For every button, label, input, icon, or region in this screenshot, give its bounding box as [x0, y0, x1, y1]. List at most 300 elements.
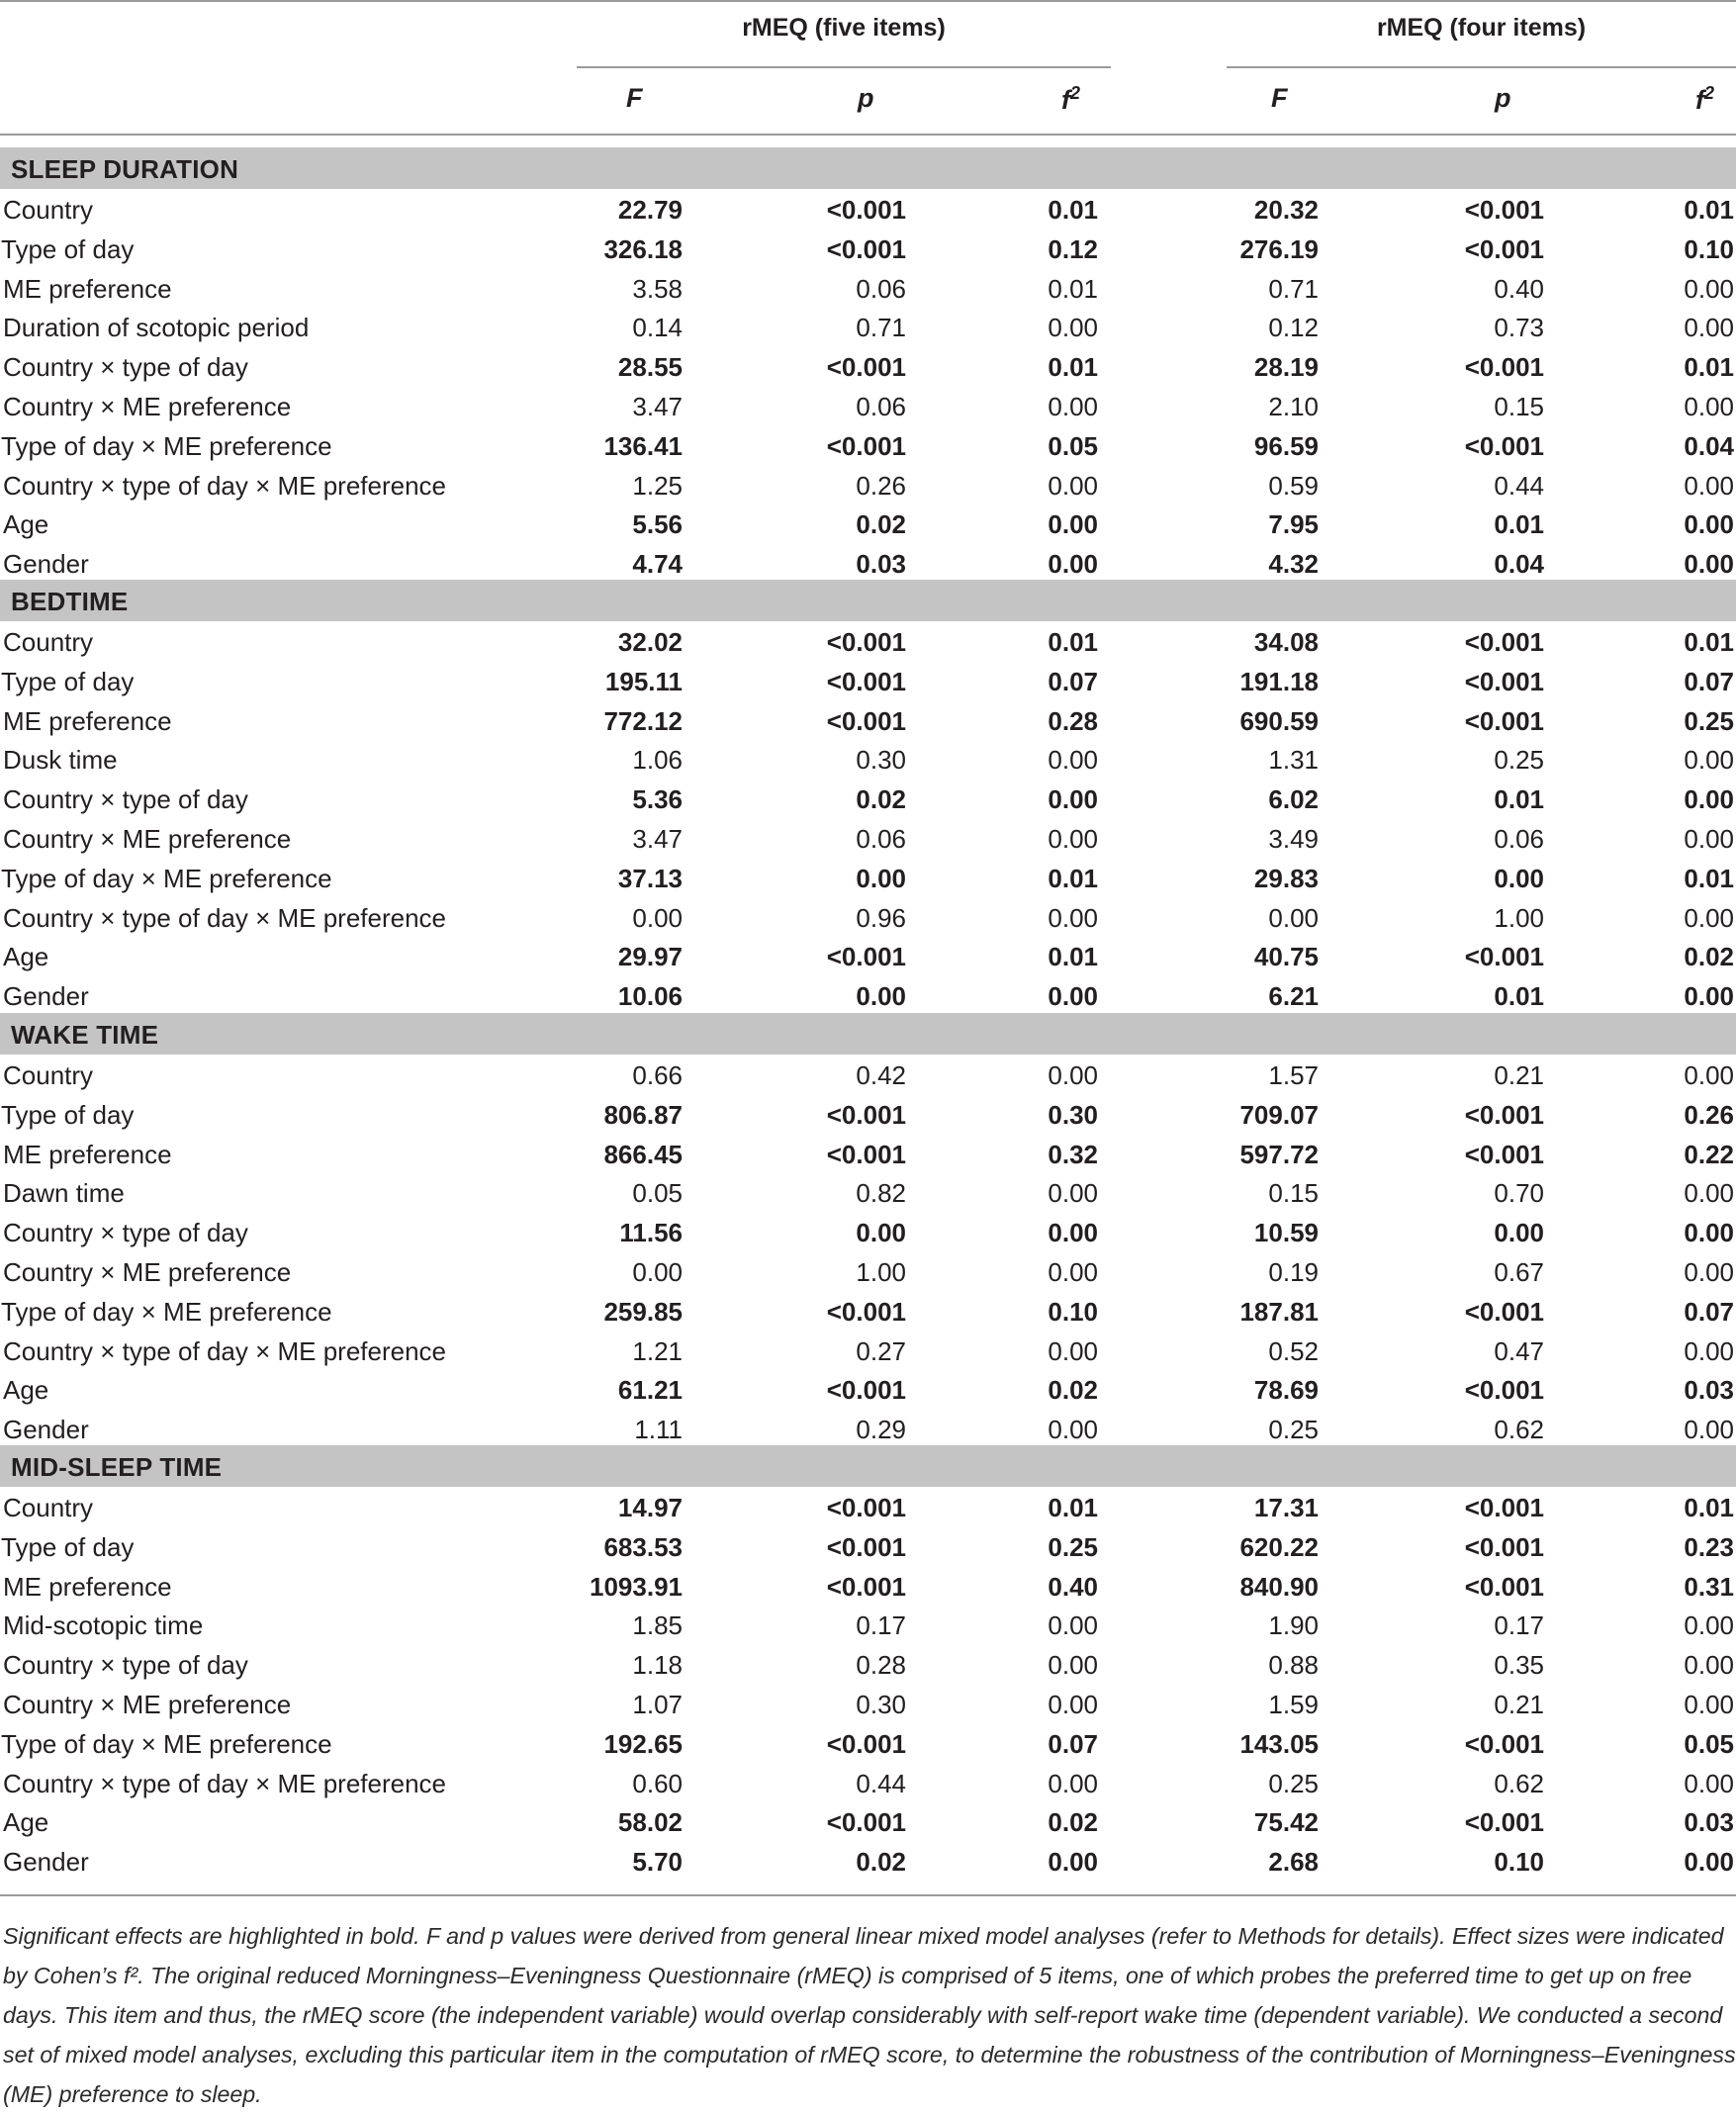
row-label: ME preference: [3, 1571, 172, 1602]
table-cell: <0.001: [1464, 942, 1544, 972]
table-cell: 276.19: [1239, 233, 1319, 264]
table-cell: 597.72: [1239, 1139, 1319, 1169]
table-cell: 0.00: [1048, 1415, 1098, 1445]
row-label: Country × type of day × ME preference: [3, 902, 447, 933]
row-label: Country × ME preference: [3, 392, 292, 421]
row-label: ME preference: [3, 273, 172, 304]
table-cell: 0.27: [856, 1335, 906, 1366]
table-cell: 0.62: [1494, 1415, 1544, 1445]
table-cell: 187.81: [1239, 1296, 1319, 1327]
table-cell: 1.18: [632, 1650, 683, 1681]
table-cell: 6.21: [1268, 981, 1319, 1012]
table-cell: 0.01: [1048, 352, 1098, 383]
table-cell: 0.21: [1494, 1690, 1544, 1719]
table-cell: 0.00: [1048, 313, 1098, 343]
table-cell: 0.01: [1048, 273, 1098, 304]
table-cell: <0.001: [826, 430, 906, 461]
table-cell: 0.44: [856, 1768, 906, 1798]
row-label: ME preference: [3, 705, 172, 736]
table-row: [0, 1134, 1736, 1173]
table-cell: 0.00: [1048, 1610, 1098, 1641]
table-cell: 0.00: [1684, 1847, 1734, 1878]
table-cell: 0.05: [632, 1178, 683, 1209]
table-cell: 0.07: [1684, 1296, 1734, 1327]
bottom-rule: [0, 1894, 1736, 1896]
column-header-f2-five: [1061, 83, 1080, 116]
table-cell: 0.15: [1268, 1178, 1319, 1209]
row-label: Gender: [3, 981, 89, 1012]
table-cell: 0.01: [1494, 784, 1544, 815]
table-cell: 0.62: [1494, 1768, 1544, 1798]
table-cell: <0.001: [826, 1531, 906, 1562]
table-row: [0, 1566, 1736, 1606]
table-row: [0, 1094, 1736, 1134]
table-row: [0, 621, 1736, 661]
table-cell: <0.001: [1464, 705, 1544, 736]
table-cell: 0.25: [1494, 745, 1544, 776]
table-cell: 0.06: [856, 392, 906, 421]
row-label: Type of day × ME preference: [1, 863, 332, 893]
table-cell: <0.001: [1464, 195, 1544, 225]
row-label: Country × type of day: [3, 1650, 248, 1681]
table-cell: 806.87: [603, 1099, 683, 1130]
table-cell: 0.40: [1048, 1571, 1098, 1602]
table-cell: 0.00: [856, 981, 906, 1012]
table-cell: 96.59: [1253, 430, 1319, 461]
table-cell: 10.59: [1253, 1218, 1319, 1248]
group-rule-five-items: [577, 66, 1111, 68]
table-cell: 0.00: [1684, 1610, 1734, 1641]
table-cell: 0.01: [1048, 863, 1098, 893]
table-cell: 1.00: [1494, 902, 1544, 933]
table-cell: 0.00: [632, 902, 683, 933]
row-label: Dusk time: [3, 745, 118, 776]
table-row: [0, 779, 1736, 818]
table-cell: 0.15: [1494, 392, 1544, 421]
table-cell: 0.00: [1048, 549, 1098, 580]
table-cell: 0.00: [1048, 824, 1098, 854]
table-cell: 0.00: [1684, 1060, 1734, 1090]
table-cell: 28.55: [617, 352, 683, 383]
table-cell: 0.01: [1048, 627, 1098, 657]
table-cell: <0.001: [826, 1139, 906, 1169]
table-cell: 0.59: [1268, 470, 1319, 501]
table-cell: 0.00: [1684, 981, 1734, 1012]
table-cell: 683.53: [603, 1531, 683, 1562]
table-row: [0, 1526, 1736, 1566]
table-cell: <0.001: [1464, 627, 1544, 657]
table-cell: 709.07: [1239, 1099, 1319, 1130]
table-cell: 0.00: [1684, 313, 1734, 343]
row-label: Country × type of day × ME preference: [3, 1768, 447, 1798]
table-cell: 0.06: [856, 273, 906, 304]
table-cell: 0.00: [1684, 784, 1734, 815]
table-cell: 0.07: [1048, 666, 1098, 696]
table-cell: 0.02: [1048, 1375, 1098, 1406]
table-cell: 20.32: [1253, 195, 1319, 225]
table-row: [0, 1801, 1736, 1841]
table-cell: <0.001: [826, 1375, 906, 1406]
table-cell: 0.00: [1684, 1415, 1734, 1445]
table-row: [0, 1644, 1736, 1684]
table-row: [0, 897, 1736, 937]
table-cell: 0.06: [1494, 824, 1544, 854]
table-cell: 3.58: [632, 273, 683, 304]
table-cell: 0.01: [1494, 509, 1544, 540]
table-cell: 191.18: [1239, 666, 1319, 696]
table-cell: 0.01: [1684, 627, 1734, 657]
row-label: Country × type of day: [3, 1218, 248, 1248]
table-cell: 0.00: [1684, 1178, 1734, 1209]
table-cell: 0.03: [1684, 1375, 1734, 1406]
row-label: Gender: [3, 1847, 89, 1878]
table-row: [0, 268, 1736, 308]
table-cell: 0.03: [1684, 1807, 1734, 1838]
row-label: Country: [3, 627, 94, 657]
column-header-p-four: p: [1495, 83, 1511, 113]
table-cell: 0.06: [856, 824, 906, 854]
table-cell: 22.79: [617, 195, 683, 225]
table-cell: 0.82: [856, 1178, 906, 1209]
table-cell: 0.00: [1048, 1650, 1098, 1681]
section-header: [0, 1445, 1736, 1487]
table-cell: 0.00: [1048, 1335, 1098, 1366]
table-cell: 0.00: [856, 863, 906, 893]
table-cell: 1.21: [632, 1335, 683, 1366]
table-cell: 0.04: [1494, 549, 1544, 580]
f2-symbol: f: [1695, 85, 1704, 115]
table-cell: 58.02: [617, 1807, 683, 1838]
section-header: [0, 580, 1736, 621]
table-cell: 0.10: [1684, 233, 1734, 264]
table-cell: 0.03: [856, 549, 906, 580]
table-cell: 620.22: [1239, 1531, 1319, 1562]
table-cell: 0.05: [1684, 1728, 1734, 1759]
table-cell: 0.12: [1048, 233, 1098, 264]
table-cell: <0.001: [826, 1728, 906, 1759]
table-cell: 7.95: [1268, 509, 1319, 540]
table-cell: 0.14: [632, 313, 683, 343]
row-label: Type of day: [1, 666, 135, 696]
row-label: Type of day × ME preference: [1, 1728, 332, 1759]
table-row: [0, 346, 1736, 386]
table-cell: 0.00: [1684, 1690, 1734, 1719]
table-cell: 0.00: [1048, 1218, 1098, 1248]
table-row: [0, 975, 1736, 1015]
table-cell: <0.001: [1464, 1571, 1544, 1602]
table-row: [0, 1684, 1736, 1723]
table-row: [0, 1763, 1736, 1802]
f2-symbol: f: [1061, 85, 1070, 115]
table-cell: 0.00: [1684, 745, 1734, 776]
row-label: Country × type of day × ME preference: [3, 1335, 447, 1366]
table-cell: 0.29: [856, 1415, 906, 1445]
table-cell: 0.26: [856, 470, 906, 501]
table-cell: 0.02: [856, 1847, 906, 1878]
table-cell: 1.11: [634, 1415, 683, 1445]
table-cell: 0.67: [1494, 1257, 1544, 1287]
table-cell: 0.00: [1684, 273, 1734, 304]
table-cell: 0.01: [1048, 195, 1098, 225]
table-row: [0, 1172, 1736, 1212]
table-cell: 1.90: [1268, 1610, 1319, 1641]
table-cell: 0.26: [1684, 1099, 1734, 1130]
table-cell: 11.56: [619, 1218, 683, 1248]
table-cell: <0.001: [1464, 1493, 1544, 1522]
row-label: Country × type of day × ME preference: [3, 470, 447, 501]
table-cell: 0.01: [1048, 1493, 1098, 1522]
column-header-f-four: F: [1271, 83, 1288, 113]
table-cell: 0.02: [856, 509, 906, 540]
row-label: Country: [3, 195, 94, 225]
table-cell: 0.01: [1684, 863, 1734, 893]
table-cell: <0.001: [1464, 666, 1544, 696]
table-cell: 0.05: [1048, 430, 1098, 461]
table-cell: 0.01: [1684, 195, 1734, 225]
table-cell: 1.00: [856, 1257, 906, 1287]
table-cell: 0.07: [1048, 1728, 1098, 1759]
table-cell: <0.001: [826, 1296, 906, 1327]
table-cell: 0.00: [1684, 1257, 1734, 1287]
group-rule-four-items: [1227, 66, 1736, 68]
table-row: [0, 504, 1736, 543]
table-cell: <0.001: [1464, 352, 1544, 383]
table-row: [0, 1055, 1736, 1094]
table-row: [0, 700, 1736, 740]
table-cell: 0.17: [856, 1610, 906, 1641]
table-cell: <0.001: [1464, 1728, 1544, 1759]
table-cell: 0.00: [1684, 1650, 1734, 1681]
table-cell: <0.001: [1464, 1099, 1544, 1130]
table-row: [0, 229, 1736, 268]
table-cell: 34.08: [1253, 627, 1319, 657]
row-label: Type of day: [1, 1531, 135, 1562]
table-cell: 0.04: [1684, 430, 1734, 461]
table-cell: 0.31: [1684, 1571, 1734, 1602]
table-cell: 0.00: [632, 1257, 683, 1287]
table-cell: 0.01: [1494, 981, 1544, 1012]
table-cell: 0.10: [1494, 1847, 1544, 1878]
table-cell: 195.11: [604, 666, 683, 696]
section-title: BEDTIME: [11, 587, 129, 616]
table-cell: 2.10: [1268, 392, 1319, 421]
table-cell: 0.00: [1494, 863, 1544, 893]
table-cell: <0.001: [1464, 1807, 1544, 1838]
table-cell: 0.00: [1048, 1690, 1098, 1719]
section-title: WAKE TIME: [11, 1020, 159, 1050]
table-cell: 14.97: [617, 1493, 683, 1522]
table-row: [0, 739, 1736, 779]
table-cell: 0.35: [1494, 1650, 1544, 1681]
table-cell: 0.00: [1048, 1768, 1098, 1798]
table-cell: 0.25: [1268, 1768, 1319, 1798]
table-cell: 259.85: [603, 1296, 683, 1327]
table-cell: 0.25: [1268, 1415, 1319, 1445]
table-cell: 40.75: [1253, 942, 1319, 972]
table-cell: 78.69: [1253, 1375, 1319, 1406]
row-label: Type of day: [1, 1099, 135, 1130]
table-cell: 0.00: [1684, 1218, 1734, 1248]
table-cell: <0.001: [826, 1571, 906, 1602]
table-cell: 192.65: [603, 1728, 683, 1759]
table-cell: 0.00: [1494, 1218, 1544, 1248]
table-cell: 866.45: [603, 1139, 683, 1169]
table-cell: 2.68: [1268, 1847, 1319, 1878]
table-cell: 0.32: [1048, 1139, 1098, 1169]
table-cell: 0.40: [1494, 273, 1544, 304]
table-cell: 0.01: [1684, 1493, 1734, 1522]
table-cell: 0.21: [1494, 1060, 1544, 1090]
table-cell: 3.47: [632, 392, 683, 421]
table-cell: <0.001: [826, 195, 906, 225]
table-cell: 5.36: [632, 784, 683, 815]
table-cell: <0.001: [826, 666, 906, 696]
table-cell: 0.88: [1268, 1650, 1319, 1681]
table-cell: 0.00: [1268, 902, 1319, 933]
table-cell: 3.49: [1268, 824, 1319, 854]
table-cell: 0.23: [1684, 1531, 1734, 1562]
table-cell: 0.00: [1048, 981, 1098, 1012]
table-cell: 0.70: [1494, 1178, 1544, 1209]
row-label: Age: [3, 509, 49, 540]
row-label: Country × ME preference: [3, 824, 292, 854]
table-row: [0, 543, 1736, 583]
table-cell: <0.001: [1464, 1139, 1544, 1169]
table-cell: <0.001: [826, 233, 906, 264]
table-cell: 1.31: [1268, 745, 1319, 776]
section-header: [0, 1013, 1736, 1055]
table-row: [0, 936, 1736, 975]
table-cell: 0.00: [1048, 1257, 1098, 1287]
table-cell: 0.00: [1048, 745, 1098, 776]
table-cell: 0.00: [1684, 1335, 1734, 1366]
table-cell: 0.30: [856, 1690, 906, 1719]
row-label: Age: [3, 942, 49, 972]
table-cell: 0.00: [1048, 509, 1098, 540]
column-header-p-five: p: [858, 83, 874, 113]
table-cell: 0.28: [856, 1650, 906, 1681]
table-cell: 0.42: [856, 1060, 906, 1090]
table-row: [0, 386, 1736, 425]
table-cell: 0.00: [1048, 470, 1098, 501]
row-label: ME preference: [3, 1139, 172, 1169]
table-cell: 29.97: [617, 942, 683, 972]
table-cell: 0.96: [856, 902, 906, 933]
table-cell: 840.90: [1239, 1571, 1319, 1602]
row-label: Mid-scotopic time: [3, 1610, 204, 1641]
table-row: [0, 425, 1736, 465]
table-cell: 0.17: [1494, 1610, 1544, 1641]
table-cell: 0.01: [1048, 942, 1098, 972]
table-cell: 0.07: [1684, 666, 1734, 696]
row-label: Age: [3, 1807, 49, 1838]
table-cell: 17.31: [1253, 1493, 1319, 1522]
table-cell: 0.00: [1048, 784, 1098, 815]
table-cell: 37.13: [617, 863, 683, 893]
table-cell: 0.00: [1684, 902, 1734, 933]
table-row: [0, 189, 1736, 229]
table-cell: 75.42: [1253, 1807, 1319, 1838]
table-cell: 0.66: [632, 1060, 683, 1090]
top-rule: [0, 0, 1736, 2]
table-cell: 690.59: [1239, 705, 1319, 736]
header-rule: [0, 134, 1736, 136]
table-cell: 4.74: [632, 549, 683, 580]
table-cell: 0.00: [1684, 509, 1734, 540]
table-cell: 0.19: [1268, 1257, 1319, 1287]
row-label: Type of day × ME preference: [1, 430, 332, 461]
group-header-four-items: rMEQ (four items): [1376, 14, 1587, 42]
table-cell: <0.001: [1464, 430, 1544, 461]
table-cell: 1093.91: [590, 1571, 683, 1602]
table-cell: 28.19: [1253, 352, 1319, 383]
table-cell: 0.60: [632, 1768, 683, 1798]
table-cell: 0.02: [856, 784, 906, 815]
table-cell: 0.30: [856, 745, 906, 776]
column-header-f2-four: [1695, 83, 1714, 116]
row-label: Country × type of day: [3, 352, 248, 383]
table-cell: 1.25: [632, 470, 683, 501]
table-row: [0, 1409, 1736, 1448]
table-cell: 0.44: [1494, 470, 1544, 501]
table-cell: 0.10: [1048, 1296, 1098, 1327]
table-cell: 0.02: [1048, 1807, 1098, 1838]
table-cell: <0.001: [826, 352, 906, 383]
table-cell: <0.001: [826, 1807, 906, 1838]
table-cell: 0.00: [1684, 1768, 1734, 1798]
table-cell: 1.57: [1268, 1060, 1319, 1090]
table-cell: <0.001: [1464, 1296, 1544, 1327]
table-cell: 10.06: [617, 981, 683, 1012]
row-label: Country: [3, 1493, 94, 1522]
f2-superscript: 2: [1704, 83, 1715, 103]
table-cell: 0.00: [1684, 470, 1734, 501]
table-cell: <0.001: [826, 1099, 906, 1130]
section-header: [0, 147, 1736, 189]
table-cell: 0.01: [1684, 352, 1734, 383]
table-cell: 143.05: [1239, 1728, 1319, 1759]
table-row: [0, 661, 1736, 700]
row-label: Country × type of day: [3, 784, 248, 815]
table-cell: 0.00: [1684, 392, 1734, 421]
table-row: [0, 1369, 1736, 1409]
table-cell: 5.70: [632, 1847, 683, 1878]
row-label: Dawn time: [3, 1178, 125, 1209]
table-cell: <0.001: [1464, 233, 1544, 264]
table-row: [0, 307, 1736, 346]
table-cell: <0.001: [1464, 1531, 1544, 1562]
table-cell: 1.07: [632, 1690, 683, 1719]
table-cell: <0.001: [826, 627, 906, 657]
table-cell: 0.71: [1268, 273, 1319, 304]
table-cell: 0.00: [1048, 392, 1098, 421]
table-row: [0, 1331, 1736, 1370]
table-cell: 5.56: [632, 509, 683, 540]
table-footnote: Significant effects are highlighted in bold. F and p values were derived from general linear mixed model analyses (refer to Methods for details). Effect sizes were indicated by Cohen’s f². The original reduced Morningness–Eveningness Questionnaire (rMEQ) is comprised of 5 items, one of which probes the preferred time to get up on free days. This item and thus, the rMEQ score (the independent variable) would overlap considerably with self-report wake time (dependent variable). We conducted a second set of mixed model analyses, excluding this particular item in the computation of rMEQ score, to determine the robustness of the contribution of Morningness–Eveningness (ME) preference to sleep.: [3, 1923, 1736, 2107]
table-cell: <0.001: [826, 705, 906, 736]
table-cell: 1.85: [632, 1610, 683, 1641]
row-label: Duration of scotopic period: [3, 313, 310, 343]
table-cell: 1.06: [632, 745, 683, 776]
table-cell: 136.41: [603, 430, 683, 461]
table-row: [0, 818, 1736, 858]
table-cell: 0.00: [1048, 1060, 1098, 1090]
table-cell: 0.22: [1684, 1139, 1734, 1169]
table-row: [0, 1251, 1736, 1291]
table-row: [0, 858, 1736, 897]
row-label: Type of day × ME preference: [1, 1296, 332, 1327]
table-row: [0, 1723, 1736, 1763]
